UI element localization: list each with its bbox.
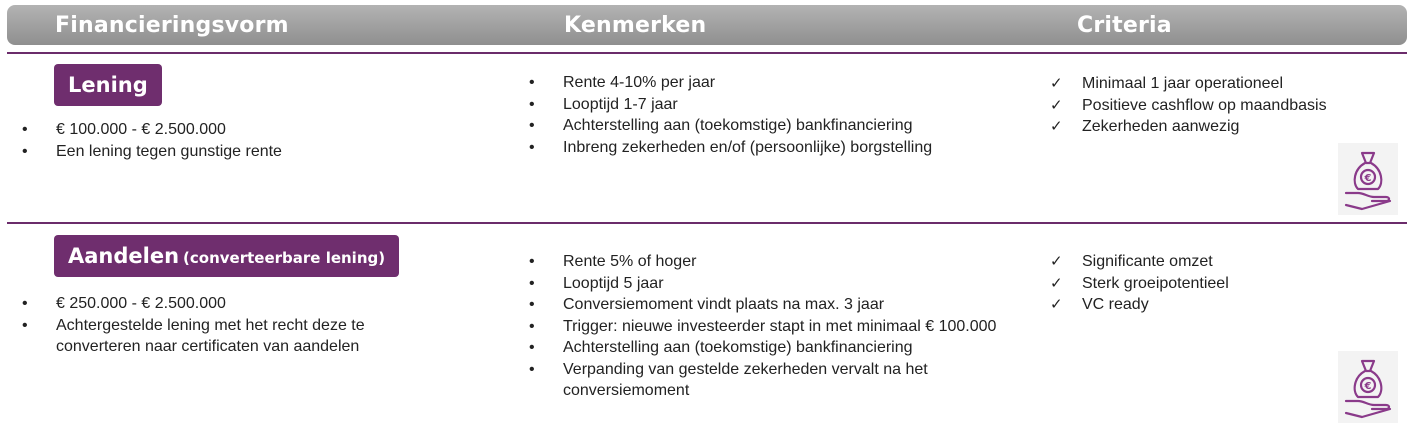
header-kenmerken: Kenmerken [564, 13, 707, 38]
lening-kenmerken-list [529, 72, 1019, 158]
list-item: • Looptijd 5 jaar [529, 273, 1019, 295]
divider [7, 222, 1407, 224]
list-item: • Trigger: nieuwe investeerder stapt in met minimaal € 100.000 [529, 316, 1003, 338]
list-item: ✓ Positieve cashflow op maandbasis [1050, 95, 1400, 117]
aandelen-summary-list [22, 293, 387, 358]
list-item: ✓ Significante omzet [1050, 251, 1400, 273]
svg-text:€: € [1364, 381, 1372, 392]
list-item: • € 100.000 - € 2.500.000 [22, 119, 462, 141]
aandelen-title [54, 235, 399, 277]
lening-title-text: Lening [68, 73, 148, 97]
aandelen-criteria-list [1050, 251, 1400, 316]
aandelen-title-text: Aandelen [68, 244, 180, 268]
aandelen-subtitle: (converteerbare lening) [183, 249, 386, 267]
lening-title [54, 64, 162, 106]
lening-criteria-list [1050, 73, 1400, 138]
list-item: • € 250.000 - € 2.500.000 [22, 293, 387, 315]
list-item: • Achtergestelde lening met het recht deze te converteren naar certificaten van aandelen [22, 315, 387, 358]
list-item: • Inbreng zekerheden en/of (persoonlijke) borgstelling [529, 137, 943, 159]
money-bag-hand-icon [1338, 143, 1398, 215]
list-item: ✓ Sterk groeipotentieel [1050, 273, 1400, 295]
list-item: • Rente 5% of hoger [529, 251, 1019, 273]
list-item: • Verpanding van gestelde zekerheden vervalt na het conversiemoment [529, 359, 1033, 402]
list-item: • Een lening tegen gunstige rente [22, 141, 462, 163]
divider [7, 52, 1407, 54]
list-item: • Achterstelling aan (toekomstige) bankfinanciering [529, 115, 1019, 137]
table-header [7, 5, 1407, 45]
list-item: • Conversiemoment vindt plaats na max. 3 jaar [529, 294, 1019, 316]
list-item: • Rente 4-10% per jaar [529, 72, 1019, 94]
lening-summary-list [22, 119, 462, 162]
aandelen-kenmerken-list [529, 251, 1019, 402]
list-item: ✓ Minimaal 1 jaar operationeel [1050, 73, 1400, 95]
list-item: ✓ VC ready [1050, 294, 1400, 316]
list-item: • Achterstelling aan (toekomstige) bankfinanciering [529, 337, 1019, 359]
money-bag-hand-icon [1338, 351, 1398, 423]
list-item: • Looptijd 1-7 jaar [529, 94, 1019, 116]
header-financieringsvorm: Financieringsvorm [55, 13, 289, 38]
list-item: ✓ Zekerheden aanwezig [1050, 116, 1400, 138]
header-criteria: Criteria [1077, 13, 1172, 38]
svg-text:€: € [1364, 173, 1372, 184]
